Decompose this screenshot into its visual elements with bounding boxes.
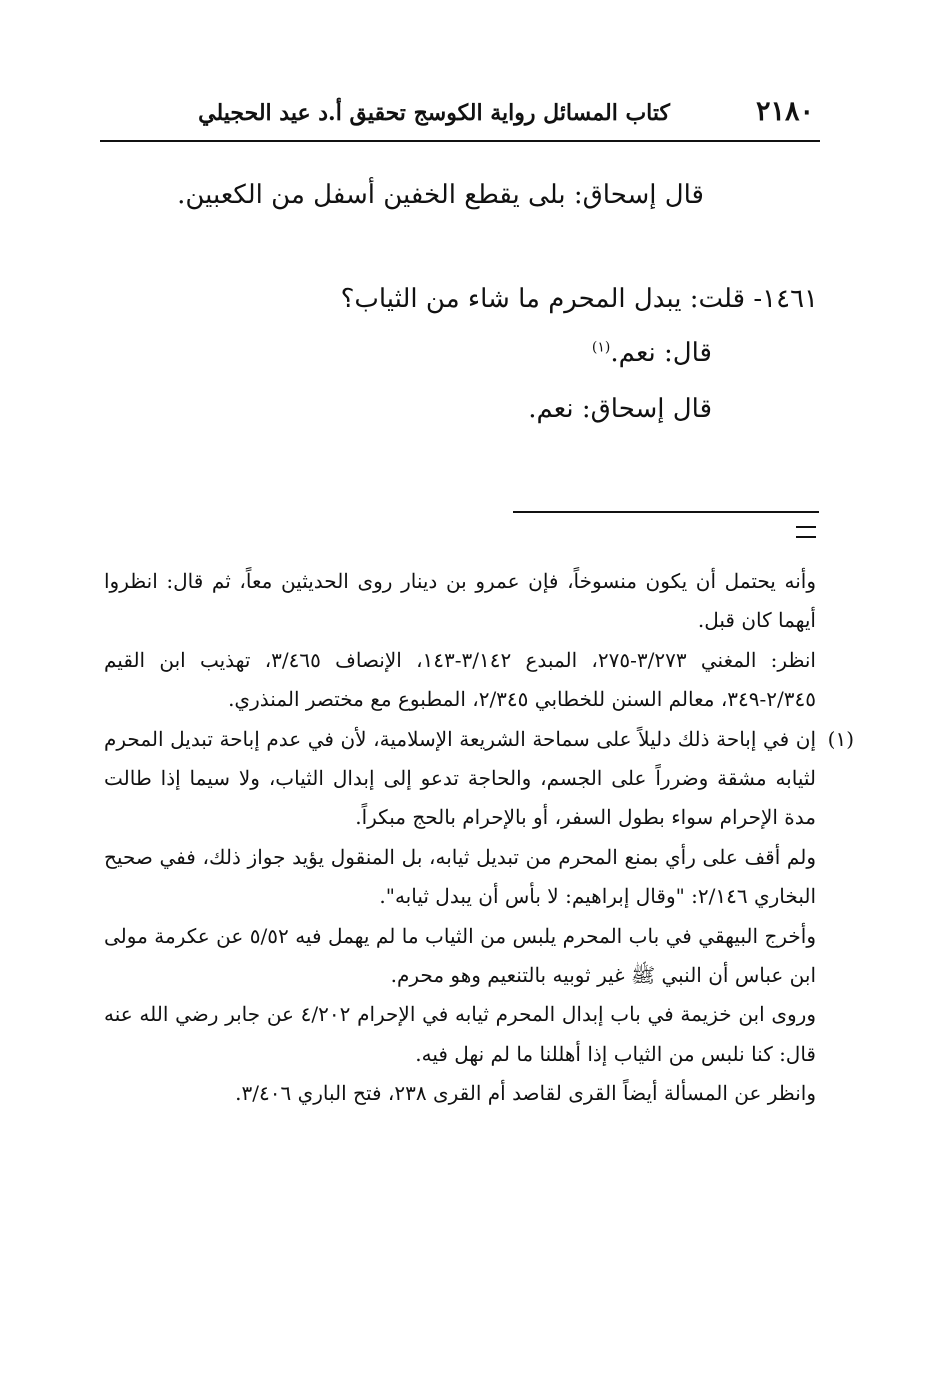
footnote-1-paragraph-3: وأخرج البيهقي في باب المحرم يلبس من الثياب ما لم يهمل فيه ٥/٥٢ عن عكرمة مولى ابن عباس أن النبي ﷺ غير ثوبيه بالتنعيم وهو محرم. [104, 923, 816, 988]
footnote-1-paragraph-1: إن في إباحة ذلك دليلاً على سماحة الشريعة الإسلامية، لأن في عدم إباحة تبديل المحرم لثيابه مشقة وضرراً على الجسم، والحاجة تدعو إلى إبدال الثياب، ولا سيما إذا طالت مدة الإحرام سواء بطول السفر، أو بالإحرام بالحج مبكراً. [104, 726, 816, 830]
footnote-continued-paragraph-1: وأنه يحتمل أن يكون منسوخاً، فإن عمرو بن دينار روى الحديثين معاً، ثم قال: انظروا أيهما كان قبل. [104, 569, 816, 633]
page-number: ٢١٨٠ [755, 96, 814, 127]
footnote-separator [513, 511, 819, 513]
ishaq-answer-line: قال إسحاق: نعم. [528, 394, 712, 424]
footnotes-block [104, 562, 854, 1114]
header-rule [100, 140, 820, 142]
footnote-reference: (١) [591, 339, 611, 356]
answer-line [592, 338, 712, 368]
footnote-1-number: (١) [827, 726, 854, 751]
continuation-mark [796, 526, 816, 538]
main-text-line-1: قال إسحاق: بلى يقطع الخفين أسفل من الكعبين. [177, 180, 704, 210]
book-title: كتاب المسائل رواية الكوسج تحقيق أ.د عيد الحجيلي [198, 100, 670, 126]
running-header [100, 96, 820, 134]
footnote-1 [104, 720, 854, 1114]
question-1461: ١٤٦١- قلت: يبدل المحرم ما شاء من الثياب؟ [340, 284, 818, 314]
footnote-1-paragraph-4: وروى ابن خزيمة في باب إبدال المحرم ثيابه في الإحرام ٤/٢٠٢ عن جابر رضي الله عنه قال: كنا نلبس من الثياب إذا أهللنا ما لم نهل فيه. [104, 1002, 816, 1066]
answer-text: قال: نعم. [610, 338, 712, 368]
footnote-1-paragraph-2: ولم أقف على رأي بمنع المحرم من تبديل ثيابه، بل المنقول يؤيد جواز ذلك، ففي صحيح البخاري ٢/١٤٦: "وقال إبراهيم: لا بأس أن يبدل ثيابه". [104, 844, 816, 909]
footnote-continued-paragraph-2: انظر: المغني ٣/٢٧٣-٢٧٥، المبدع ٣/١٤٢-١٤٣، الإنصاف ٣/٤٦٥، تهذيب ابن القيم ٢/٣٤٥-٣٤٩، معالم السنن للخطابي ٢/٣٤٥، المطبوع مع مختصر المنذري. [104, 647, 816, 712]
footnote-1-paragraph-5: وانظر عن المسألة أيضاً القرى لقاصد أم القرى ٢٣٨، فتح الباري ٣/٤٠٦. [235, 1081, 816, 1106]
